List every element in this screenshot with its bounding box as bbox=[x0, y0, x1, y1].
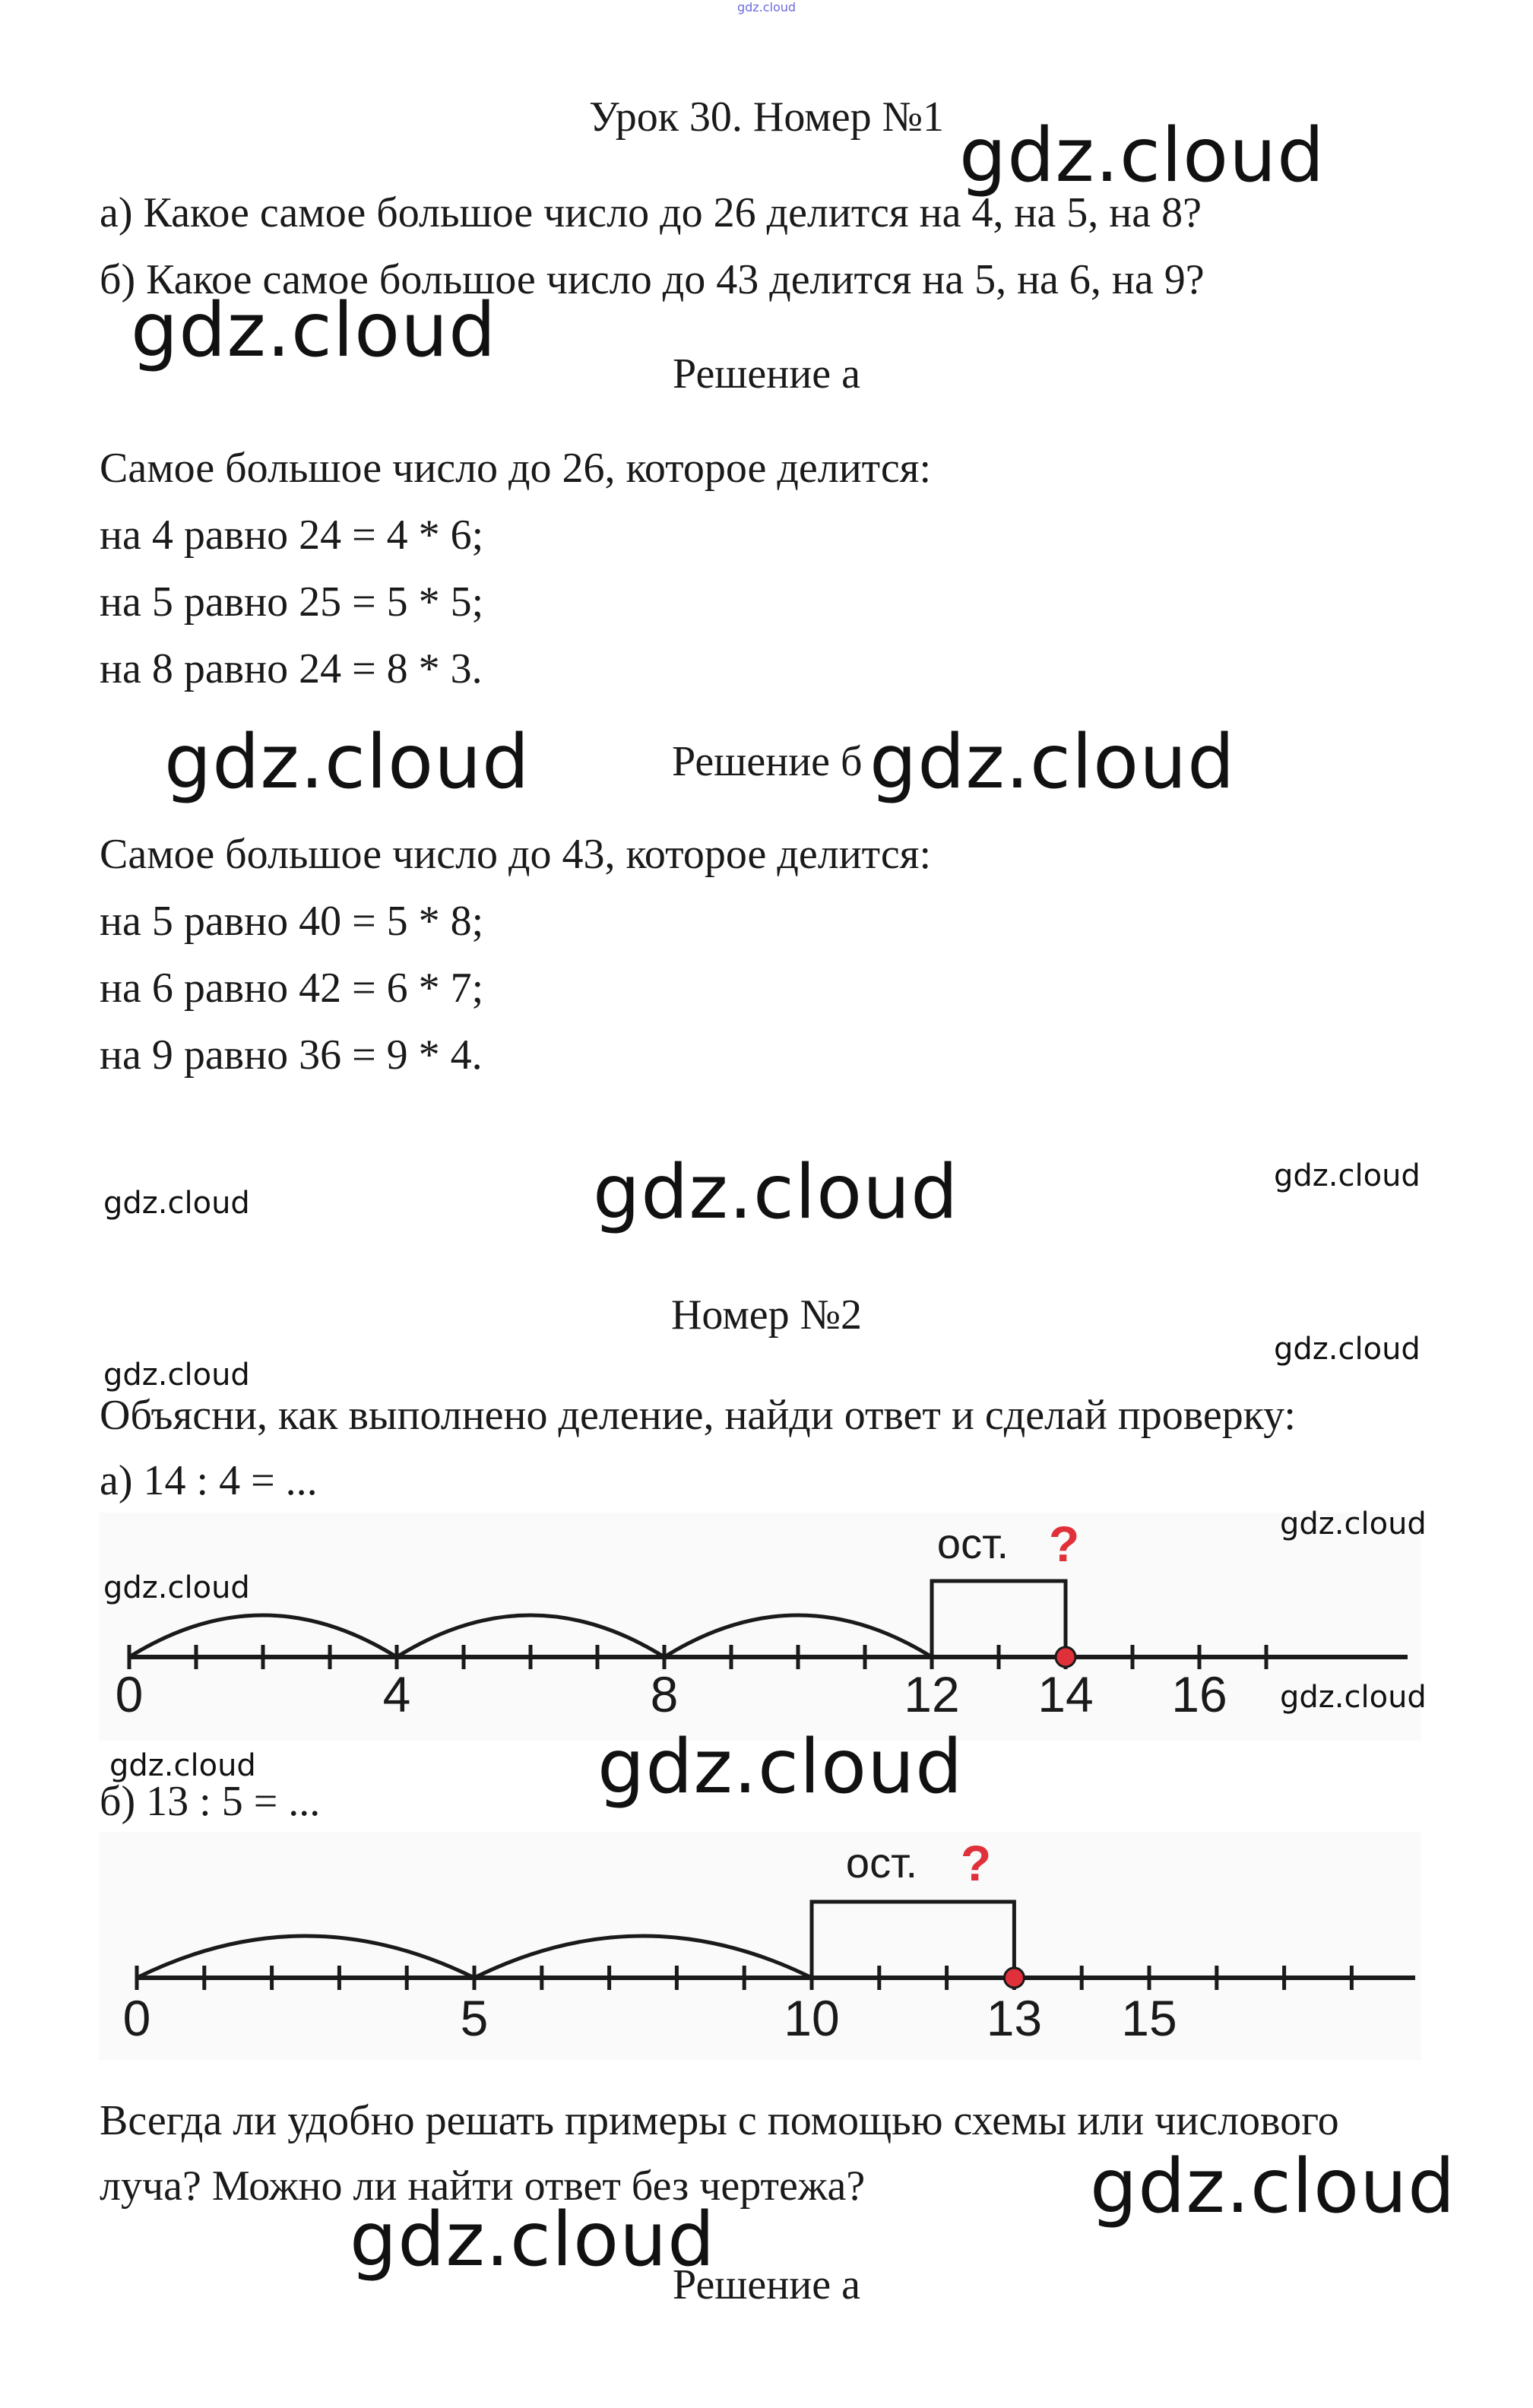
tick-label: 10 bbox=[784, 1990, 840, 2046]
top-watermark: gdz.cloud bbox=[736, 0, 797, 14]
number-line-b bbox=[0, 1832, 1533, 2075]
tick-label: 0 bbox=[122, 1990, 151, 2046]
solution-a-line: на 4 равно 24 = 4 * 6; bbox=[100, 512, 484, 559]
solution-a-line: Самое большое число до 26, которое делится: bbox=[100, 445, 931, 492]
task2-solution-a-heading: Решение а bbox=[673, 2261, 860, 2308]
tick-label: 13 bbox=[986, 1990, 1043, 2046]
number-line-a bbox=[0, 1513, 1533, 1756]
watermark: gdz.cloud bbox=[1090, 2143, 1456, 2230]
example-b: б) 13 : 5 = ... bbox=[100, 1778, 321, 1825]
solution-b-line: на 5 равно 40 = 5 * 8; bbox=[100, 898, 484, 945]
watermark-small: gdz.cloud bbox=[1274, 1158, 1421, 1193]
question-a: а) Какое самое большое число до 26 делится на 4, на 5, на 8? bbox=[100, 189, 1202, 236]
tick-label: 15 bbox=[1121, 1990, 1177, 2046]
solution-b-line: на 6 равно 42 = 6 * 7; bbox=[100, 965, 484, 1012]
tick-label: 12 bbox=[904, 1666, 960, 1722]
watermark: gdz.cloud bbox=[593, 1149, 959, 1236]
question-mark: ? bbox=[960, 1835, 992, 1891]
solution-b-line: Самое большое число до 43, которое делится: bbox=[100, 831, 931, 878]
solution-a-line: на 5 равно 25 = 5 * 5; bbox=[100, 578, 484, 626]
tick-label: 8 bbox=[650, 1666, 679, 1722]
watermark-small: gdz.cloud bbox=[1280, 1507, 1427, 1541]
solution-b-heading: Решение б bbox=[672, 738, 863, 785]
question-mark: ? bbox=[1048, 1516, 1080, 1572]
tick-label: 14 bbox=[1037, 1666, 1094, 1722]
remainder-label: ост. bbox=[936, 1519, 1009, 1567]
question-b: б) Какое самое большое число до 43 делится на 5, на 6, на 9? bbox=[100, 256, 1205, 303]
example-a: а) 14 : 4 = ... bbox=[100, 1457, 318, 1504]
page-title: Урок 30. Номер №1 bbox=[588, 93, 945, 141]
remainder-label: ост. bbox=[845, 1839, 918, 1887]
watermark-small: gdz.cloud bbox=[109, 1748, 256, 1783]
watermark: gdz.cloud bbox=[597, 1724, 964, 1811]
watermark-small: gdz.cloud bbox=[1280, 1680, 1427, 1715]
task2-title: Номер №2 bbox=[670, 1291, 863, 1339]
marked-point bbox=[1004, 1968, 1024, 1988]
question-line: Всегда ли удобно решать примеры с помощью схемы или числового bbox=[100, 2097, 1339, 2144]
watermark-small: gdz.cloud bbox=[103, 1358, 250, 1393]
watermark: gdz.cloud bbox=[959, 112, 1326, 199]
solution-a-line: на 8 равно 24 = 8 * 3. bbox=[100, 645, 483, 692]
solution-b-line: на 9 равно 36 = 9 * 4. bbox=[100, 1031, 483, 1079]
watermark-small: gdz.cloud bbox=[103, 1570, 250, 1605]
watermark: gdz.cloud bbox=[164, 719, 531, 806]
watermark: gdz.cloud bbox=[350, 2197, 716, 2283]
tick-label: 16 bbox=[1171, 1666, 1227, 1722]
watermark: gdz.cloud bbox=[869, 719, 1236, 806]
marked-point bbox=[1056, 1647, 1075, 1667]
tick-label: 5 bbox=[460, 1990, 489, 2046]
watermark: gdz.cloud bbox=[131, 287, 497, 374]
tick-label: 4 bbox=[382, 1666, 411, 1722]
task2-instruction: Объясни, как выполнено деление, найди ответ и сделай проверку: bbox=[100, 1392, 1296, 1439]
tick-label: 0 bbox=[115, 1666, 144, 1722]
watermark-small: gdz.cloud bbox=[1274, 1332, 1421, 1367]
watermark-small: gdz.cloud bbox=[103, 1186, 250, 1221]
solution-a-heading: Решение а bbox=[673, 350, 860, 398]
question-line: луча? Можно ли найти ответ без чертежа? bbox=[100, 2162, 866, 2210]
